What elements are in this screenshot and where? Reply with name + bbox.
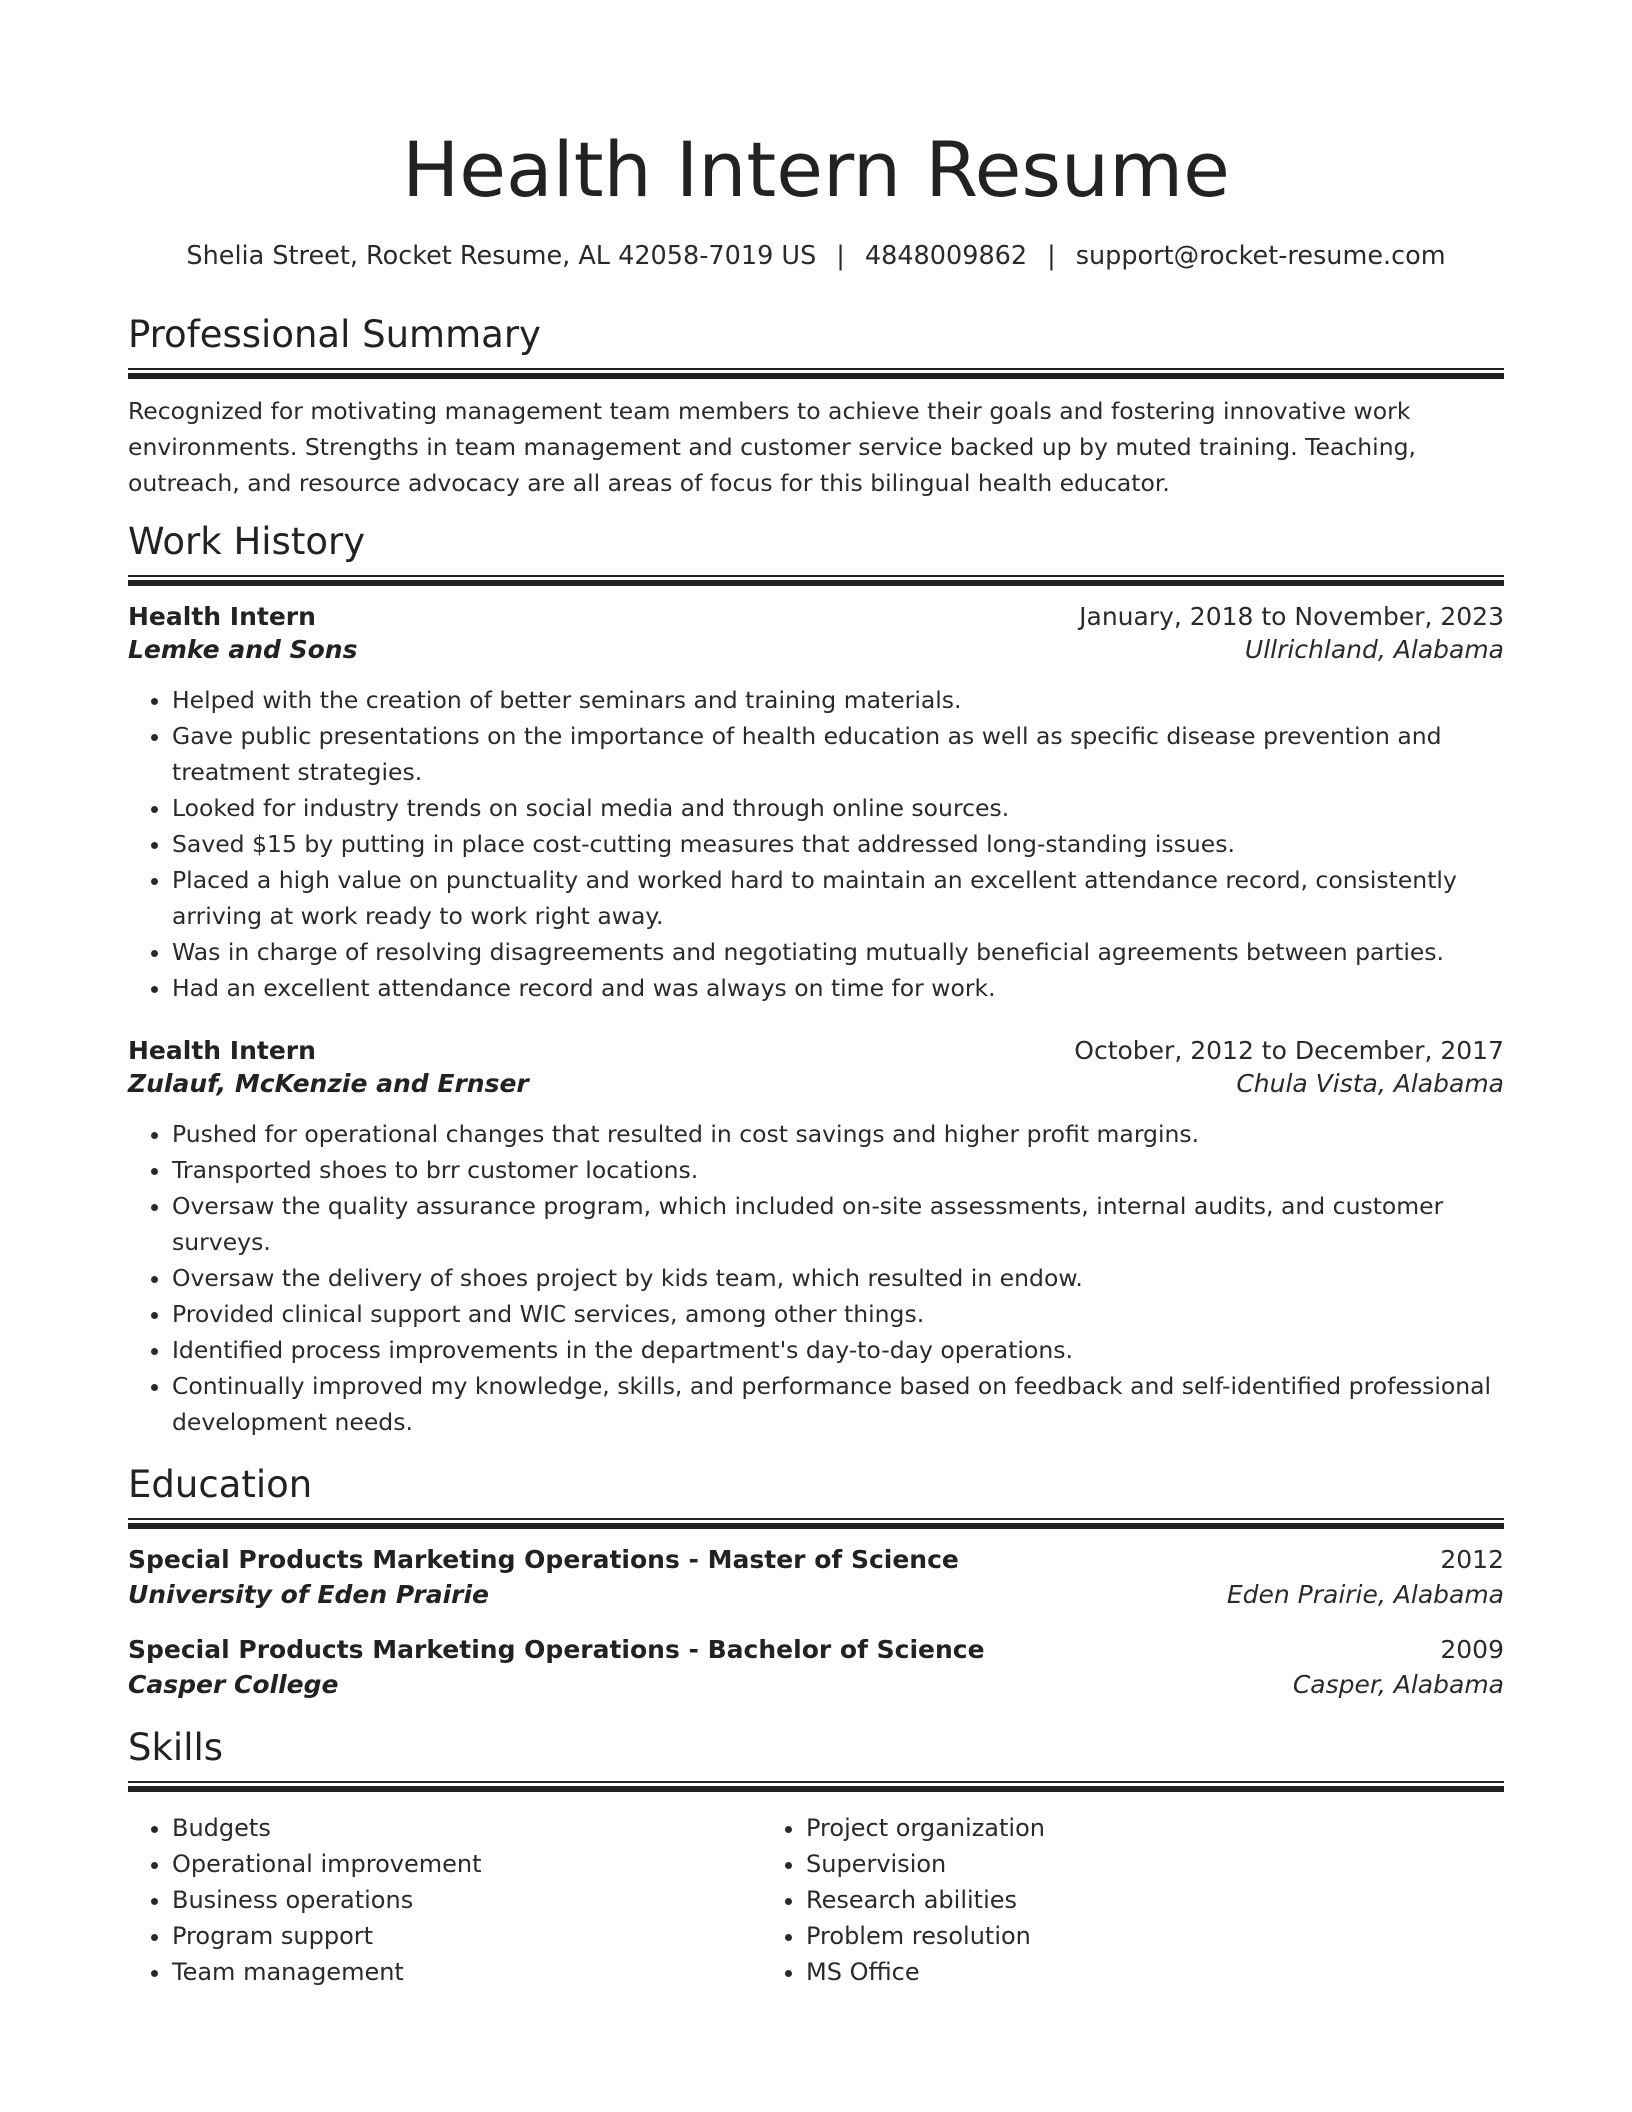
list-item: • Helped with the creation of better seminars and training materials. (172, 682, 1504, 718)
section-title-education: Education (128, 1463, 313, 1506)
section-title-summary: Professional Summary (128, 313, 541, 356)
job-dates: October, 2012 to December, 2017 (1074, 1036, 1504, 1065)
list-item: • Looked for industry trends on social media and through online sources. (172, 790, 1504, 826)
section-title-skills: Skills (128, 1726, 224, 1769)
list-item: • Had an excellent attendance record and was always on time for work. (172, 970, 1504, 1006)
education-subheader (128, 1580, 1504, 1609)
education-header (128, 1545, 1504, 1574)
section-title-work: Work History (128, 520, 366, 563)
degree: Special Products Marketing Operations - Master of Science (128, 1545, 959, 1574)
graduation-year: 2009 (1440, 1635, 1504, 1664)
skills-columns (128, 1810, 1504, 1990)
job-company: Lemke and Sons (128, 635, 358, 664)
job-subheader (128, 1069, 1504, 1098)
list-item: • Placed a high value on punctuality and worked hard to maintain an excellent attendance record, consistently arriving at work ready to work right away. (172, 862, 1504, 934)
phone: 4848009862 (864, 241, 1028, 271)
list-item: • MS Office (806, 1954, 1396, 1990)
job-dates: January, 2018 to November, 2023 (1079, 602, 1504, 631)
education-header (128, 1635, 1504, 1664)
contact-line (128, 238, 1504, 274)
list-item: • Business operations (172, 1882, 762, 1918)
skills-list-right (762, 1810, 1396, 1990)
education-section (128, 1460, 1504, 1699)
separator: | (836, 241, 845, 271)
job-location: Ullrichland, Alabama (1244, 635, 1504, 664)
separator: | (1047, 241, 1056, 271)
education-entry (128, 1635, 1504, 1699)
list-item: • Budgets (172, 1810, 762, 1846)
section-divider (128, 575, 1504, 586)
degree: Special Products Marketing Operations - Bachelor of Science (128, 1635, 985, 1664)
list-item: • Research abilities (806, 1882, 1396, 1918)
list-item: • Provided clinical support and WIC services, among other things. (172, 1296, 1504, 1332)
school-location: Eden Prairie, Alabama (1226, 1580, 1504, 1609)
job-title: Health Intern (128, 602, 316, 631)
job-bullets (128, 682, 1504, 1006)
summary-section (128, 310, 1504, 501)
list-item: • Project organization (806, 1810, 1396, 1846)
list-item: • Continually improved my knowledge, skills, and performance based on feedback and self-identified professional development needs. (172, 1368, 1504, 1440)
education-entry (128, 1545, 1504, 1609)
resume-title: Health Intern Resume (402, 125, 1230, 214)
job-entry (128, 602, 1504, 1006)
school-name: Casper College (128, 1670, 339, 1699)
graduation-year: 2012 (1440, 1545, 1504, 1574)
section-divider (128, 1518, 1504, 1529)
list-item: • Was in charge of resolving disagreements and negotiating mutually beneficial agreements between parties. (172, 934, 1504, 970)
section-divider (128, 368, 1504, 379)
education-subheader (128, 1670, 1504, 1699)
list-item: • Saved $15 by putting in place cost-cutting measures that addressed long-standing issues. (172, 826, 1504, 862)
job-title: Health Intern (128, 1036, 316, 1065)
list-item: • Pushed for operational changes that resulted in cost savings and higher profit margins. (172, 1116, 1504, 1152)
list-item: • Transported shoes to brr customer locations. (172, 1152, 1504, 1188)
work-section (128, 517, 1504, 1440)
school-name: University of Eden Prairie (128, 1580, 490, 1609)
list-item: • Oversaw the delivery of shoes project by kids team, which resulted in endow. (172, 1260, 1504, 1296)
list-item: • Oversaw the quality assurance program, which included on-site assessments, internal audits, and customer surveys. (172, 1188, 1504, 1260)
list-item: • Operational improvement (172, 1846, 762, 1882)
job-location: Chula Vista, Alabama (1236, 1069, 1504, 1098)
email: support@rocket-resume.com (1075, 241, 1446, 271)
school-location: Casper, Alabama (1292, 1670, 1504, 1699)
address: Shelia Street, Rocket Resume, AL 42058-7019 US (186, 241, 817, 271)
resume-page (128, 0, 1504, 1990)
list-item: • Gave public presentations on the importance of health education as well as specific disease prevention and treatment strategies. (172, 718, 1504, 790)
summary-text: Recognized for motivating management team members to achieve their goals and fostering innovative work environments. Strengths in team management and customer service backed up by muted training. Teaching, outreach, and resource advocacy are all areas of focus for this bilingual health educator. (128, 397, 1416, 497)
job-header (128, 602, 1504, 631)
job-subheader (128, 635, 1504, 664)
job-header (128, 1036, 1504, 1065)
list-item: • Identified process improvements in the department's day-to-day operations. (172, 1332, 1504, 1368)
job-entry (128, 1036, 1504, 1440)
section-divider (128, 1781, 1504, 1792)
skills-section (128, 1723, 1504, 1990)
list-item: • Problem resolution (806, 1918, 1396, 1954)
skills-list-left (128, 1810, 762, 1990)
list-item: • Supervision (806, 1846, 1396, 1882)
list-item: • Team management (172, 1954, 762, 1990)
job-bullets (128, 1116, 1504, 1440)
list-item: • Program support (172, 1918, 762, 1954)
job-company: Zulauf, McKenzie and Ernser (128, 1069, 529, 1098)
